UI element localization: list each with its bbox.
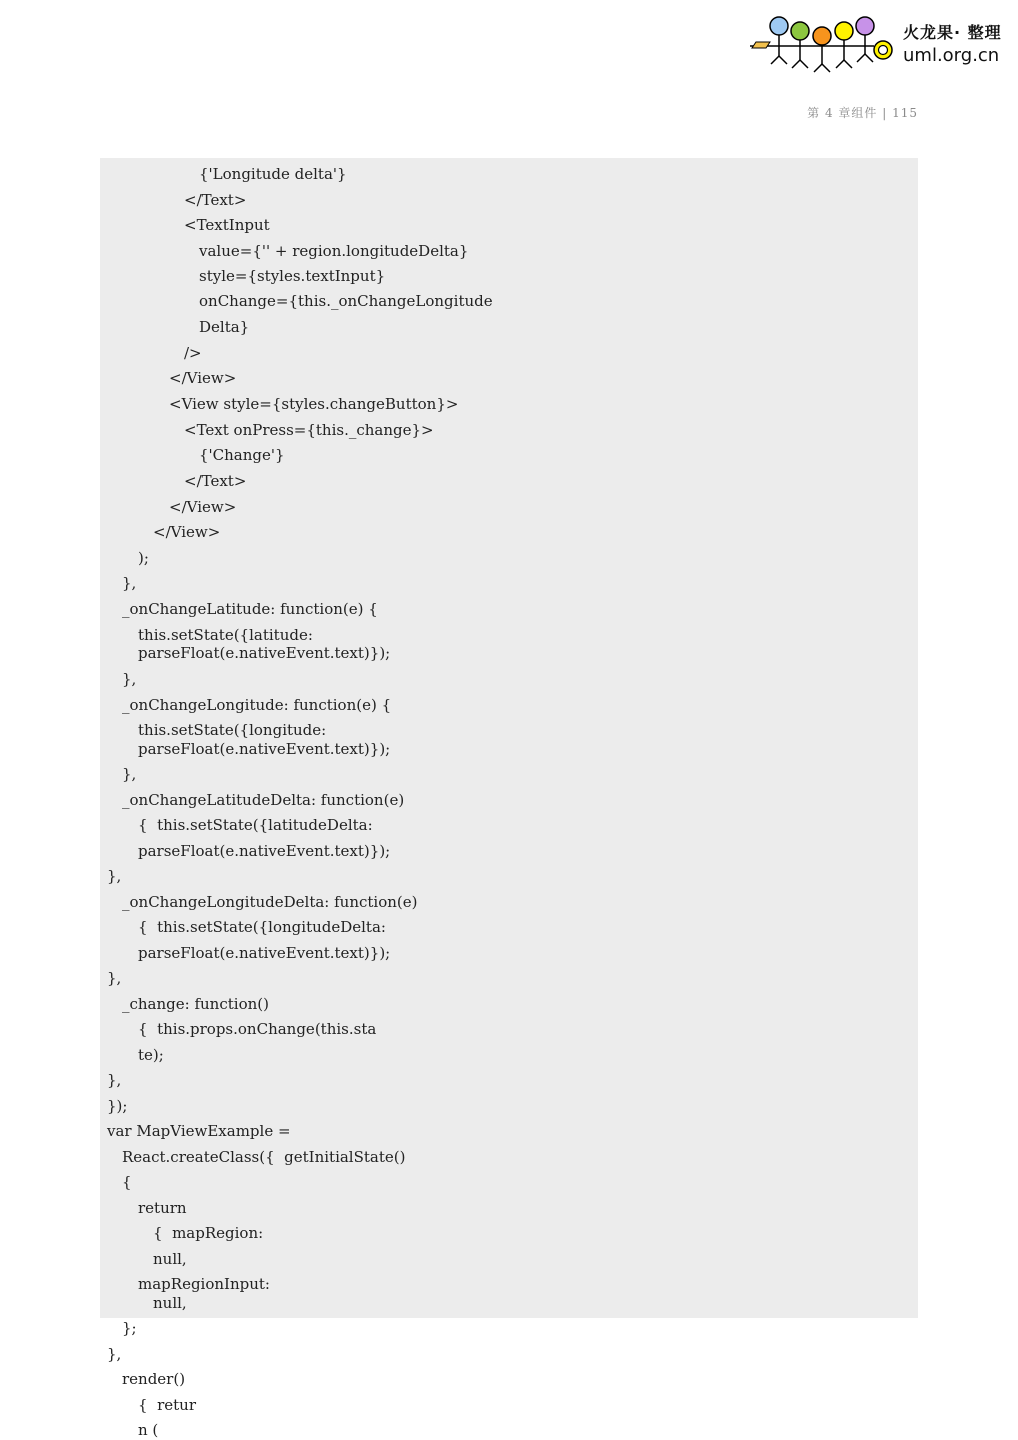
code-line: parseFloat(e.nativeEvent.text)}); bbox=[138, 644, 391, 662]
logo-site: uml.org.cn bbox=[903, 45, 1000, 66]
code-line: _onChangeLongitudeDelta: function(e) bbox=[122, 893, 418, 911]
code-line: </Text> bbox=[184, 191, 247, 209]
code-line: value={'' + region.longitudeDelta} bbox=[199, 242, 469, 260]
logo-title: 火龙果· 整理 bbox=[903, 23, 1002, 42]
code-line: </View> bbox=[169, 498, 237, 516]
code-line: </View> bbox=[169, 369, 237, 387]
code-line: Delta} bbox=[199, 318, 250, 336]
running-header: 第 4 章组件 | 115 bbox=[807, 106, 918, 120]
code-line: _onChangeLatitudeDelta: function(e) bbox=[122, 791, 405, 809]
code-line: { bbox=[122, 1173, 132, 1191]
code-line: this.setState({latitude: bbox=[138, 626, 313, 644]
code-line: </Text> bbox=[184, 472, 247, 490]
code-line: }); bbox=[107, 1097, 128, 1115]
code-line: {'Longitude delta'} bbox=[199, 165, 347, 183]
code-line: React.createClass({ getInitialState() bbox=[122, 1148, 406, 1166]
logo bbox=[748, 12, 1010, 78]
code-line: _change: function() bbox=[122, 995, 269, 1013]
code-line: null, bbox=[153, 1294, 187, 1312]
code-line: mapRegionInput: bbox=[138, 1275, 270, 1293]
code-line: return bbox=[138, 1199, 187, 1217]
stick-figures-logo-icon bbox=[748, 12, 898, 78]
code-line: style={styles.textInput} bbox=[199, 267, 386, 285]
code-line: parseFloat(e.nativeEvent.text)}); bbox=[138, 842, 391, 860]
code-line: parseFloat(e.nativeEvent.text)}); bbox=[138, 740, 391, 758]
code-line: <Text onPress={this._change}> bbox=[184, 421, 434, 439]
code-line: ); bbox=[138, 549, 149, 567]
code-line: te); bbox=[138, 1046, 164, 1064]
code-line: n ( bbox=[138, 1421, 159, 1439]
code-line: { mapRegion: bbox=[153, 1224, 264, 1242]
code-line: _onChangeLongitude: function(e) { bbox=[122, 696, 392, 714]
logo-text bbox=[903, 20, 1002, 66]
code-line: }, bbox=[122, 670, 137, 688]
code-line: render() bbox=[122, 1370, 186, 1388]
code-line: null, bbox=[153, 1250, 187, 1268]
code-line: parseFloat(e.nativeEvent.text)}); bbox=[138, 944, 391, 962]
code-line: }; bbox=[122, 1319, 137, 1337]
code-line: _onChangeLatitude: function(e) { bbox=[122, 600, 378, 618]
code-line: }, bbox=[122, 765, 137, 783]
code-line: </View> bbox=[153, 523, 221, 541]
code-line: onChange={this._onChangeLongitude bbox=[199, 292, 493, 310]
code-line: }, bbox=[122, 574, 137, 592]
code-line: }, bbox=[107, 1071, 122, 1089]
code-line: <TextInput bbox=[184, 216, 270, 234]
code-line: {'Change'} bbox=[199, 446, 285, 464]
code-line: <View style={styles.changeButton}> bbox=[169, 395, 459, 413]
code-line: this.setState({longitude: bbox=[138, 721, 327, 739]
code-line: }, bbox=[107, 867, 122, 885]
code-line: /> bbox=[184, 344, 202, 362]
code-line: }, bbox=[107, 1345, 122, 1363]
code-line: { this.setState({longitudeDelta: bbox=[138, 918, 386, 936]
code-line: { retur bbox=[138, 1396, 196, 1414]
code-line: var MapViewExample = bbox=[107, 1122, 291, 1140]
code-line: { this.setState({latitudeDelta: bbox=[138, 816, 373, 834]
code-line: { this.props.onChange(this.sta bbox=[138, 1020, 377, 1038]
code-line: }, bbox=[107, 969, 122, 987]
